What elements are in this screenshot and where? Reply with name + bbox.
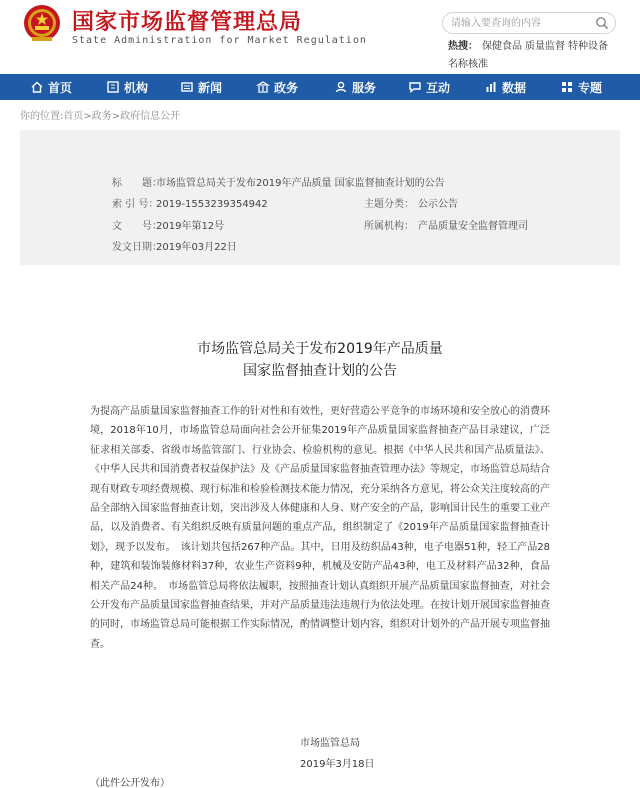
gov-icon [256, 80, 270, 94]
news-icon [180, 80, 194, 94]
info-value: 2019年第12号 [156, 221, 225, 232]
info-date-row [112, 238, 237, 253]
home-icon [30, 80, 44, 94]
article-signature: 市场监管总局 [300, 738, 360, 749]
main-nav [0, 74, 640, 100]
info-value: 2019年03月22日 [156, 242, 237, 253]
nav-item-news[interactable] [180, 74, 222, 100]
info-label: 发文日期： [112, 242, 162, 253]
hot-keyword[interactable]: 名称核准 [448, 59, 488, 70]
nav-label: 新闻 [198, 80, 223, 95]
site-header [0, 0, 640, 74]
info-value: 市场监管总局关于发布2019年产品质量 国家监督抽查计划的公告 [156, 178, 445, 189]
info-label: 标 题： [112, 178, 162, 189]
org-icon [106, 80, 120, 94]
nav-item-data[interactable] [484, 74, 526, 100]
info-docno-row [112, 217, 224, 232]
search-icon[interactable] [595, 16, 609, 30]
topic-icon [560, 80, 574, 94]
article-title-line1: 市场监管总局关于发布2019年产品质量 [197, 341, 443, 357]
nav-item-org[interactable] [106, 74, 148, 100]
nav-item-home[interactable] [30, 74, 72, 100]
info-label: 索 引 号： [112, 199, 159, 210]
info-category-row [364, 195, 458, 210]
info-value: 2019-1553239354942 [156, 199, 268, 210]
interact-icon [408, 80, 422, 94]
hot-keyword[interactable]: 特种设备 [568, 41, 608, 52]
article-note: （此件公开发布） [90, 778, 170, 788]
article-body [90, 402, 550, 654]
info-label: 所属机构： [364, 221, 414, 232]
nav-label: 首页 [48, 80, 73, 95]
nav-item-gov[interactable] [256, 74, 298, 100]
info-org-row [364, 217, 528, 232]
national-emblem-icon[interactable] [22, 4, 62, 44]
nav-label: 数据 [502, 80, 527, 95]
info-label: 主题分类： [364, 199, 414, 210]
hot-keyword[interactable]: 质量监督 [525, 41, 565, 52]
hot-searches [448, 38, 628, 74]
hot-keyword[interactable]: 保健食品 [482, 41, 522, 52]
info-value: 产品质量安全监督管理司 [418, 221, 528, 232]
search-box[interactable] [442, 12, 616, 34]
breadcrumb[interactable]: 你的位置:首页>政务>政府信息公开 [20, 111, 181, 122]
site-subtitle: State Administration for Market Regulation [72, 35, 367, 46]
nav-item-service[interactable] [334, 74, 376, 100]
data-icon [484, 80, 498, 94]
article [20, 274, 620, 788]
nav-label: 互动 [426, 80, 451, 95]
info-label: 文 号： [112, 221, 162, 232]
nav-label: 服务 [352, 80, 377, 95]
article-title-line2: 国家监督抽查计划的公告 [243, 363, 397, 379]
site-title[interactable]: 国家市场监督管理总局 [72, 10, 303, 35]
article-sign-date: 2019年3月18日 [300, 759, 375, 770]
nav-item-interact[interactable] [408, 74, 450, 100]
hot-label: 热搜： [448, 41, 478, 52]
search-input[interactable] [451, 15, 587, 31]
article-paragraph: 为提高产品质量国家监督抽查工作的针对性和有效性，更好营造公平竞争的市场环境和安全放心的消费环境，2018年10月，市场监管总局面向社会公开征集2019年产品质量国家监督抽查产品目录建议，广泛征求相关部委、省级市场监管部门、行业协会、检验机构的意见。根据《中华人民共和国产品质量法》、《中华人民共和国消费者权益保护法》及《产品质量国家监督抽查管理办法》等规定，市场监管总局结合现有财政专项经费规模、现行标准和检验检测技术能力情况，充分采纳各方意见，将公众关注度较高的产品全部纳入国家监督抽查计划，突出涉及人体健康和人身、财产安全的产品，影响国计民生的重要工业产品，以及消费者、有关组织反映有质量问题的重点产品，组织制定了《2019年产品质量国家监督抽查计划》，现予以发布。 该计划共包括267种产品。其中，日用及纺织品43种，电子电器51种，轻工产品28种，建筑和装饰装修材料37种，农业生产资料9种，机械及安防产品43种，电工及材料产品32种，食品相关产品24种。 市场监管总局将依法履职，按照抽查计划认真组织开展产品质量国家监督抽查，对社会公开发布产品质量国家监督抽查结果，并对产品质量违法违规行为依法处理。在按计划开展国家监督抽查的同时，市场监管总局可能根据工作实际情况，酌情调整计划内容，组织对计划外的产品开展专项监督抽查。 [90, 406, 550, 650]
document-info-panel [20, 130, 620, 265]
nav-label: 政务 [274, 80, 299, 95]
info-value: 公示公告 [418, 199, 458, 210]
nav-item-topic[interactable] [560, 74, 602, 100]
nav-label: 机构 [124, 80, 149, 95]
info-title-row [112, 174, 445, 189]
info-index-row [112, 195, 268, 210]
service-icon [334, 80, 348, 94]
nav-label: 专题 [578, 80, 603, 95]
